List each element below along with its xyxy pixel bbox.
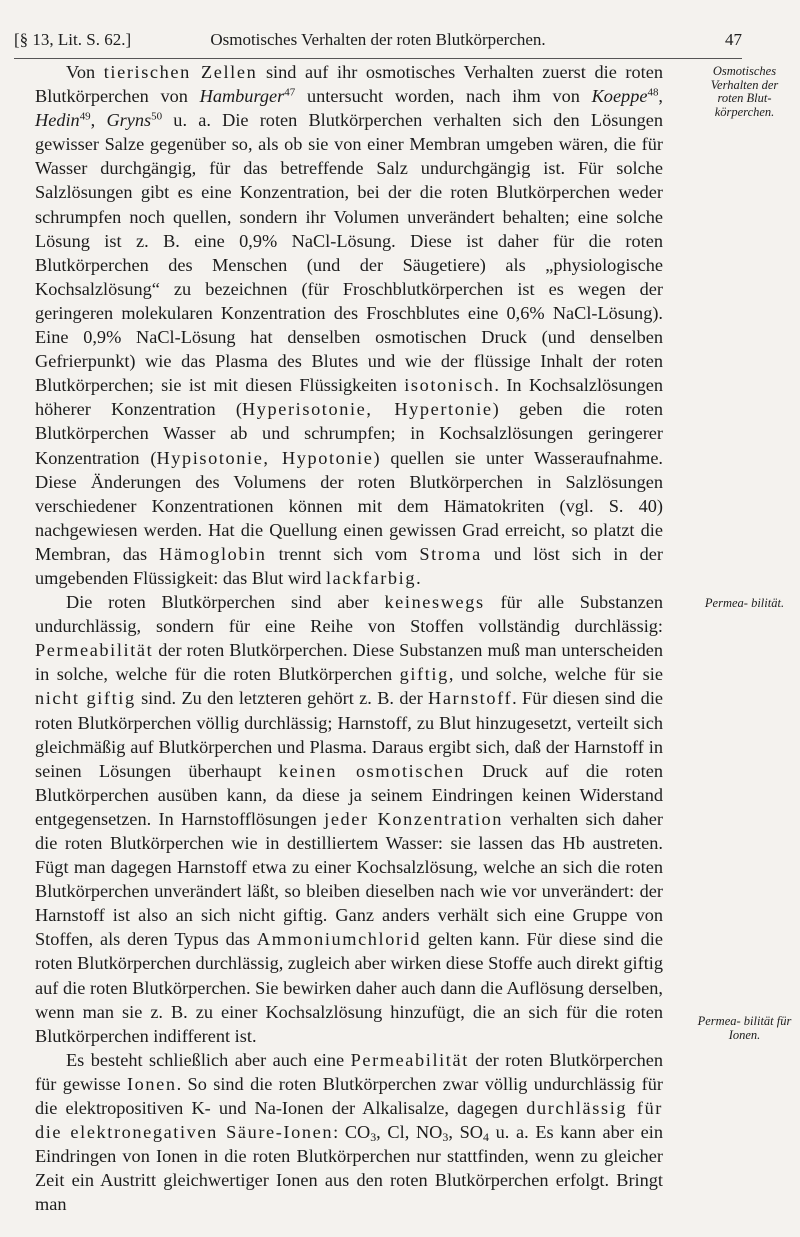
paragraph-1: Von tierischen Zellen sind auf ihr osmotisches Verhalten zuerst die roten Blutkörperchen von Hamburger$^{47}$ untersucht worden, nach ihm von Koeppe$^{48}$, Hedin$^{49}$, Gryns$^{50}$ u. a. Die roten Blutkörperchen verhalten sich den Lösungen gewisser Salze gegenüber so, als ob sie von einer Membran umgeben wären, die für Wasser durchgängig, für das betreffende Salz undurchgängig ist. Für solche Salzlösungen gibt es eine Konzentration, bei der die roten Blutkörperchen weder schrumpfen noch quellen, sondern ihr Volumen unverändert behalten; eine solche Lösung ist z. B. eine 0,9% NaCl-Lösung. Diese ist daher für die roten Blutkörperchen des Menschen (und der Säugetiere) als „physiologische Kochsalzlösung“ zu bezeichnen (für Froschblutkörperchen ist es wegen der geringeren molekularen Konzentration des Froschblutes eine 0,6% NaCl-Lösung). Eine 0,9% NaCl-Lösung hat denselben osmotischen Druck (und denselben Gefrierpunkt) wie das Plasma des Blutes und wie der flüssige Inhalt der roten Blutkörperchen; sie ist mit diesen Flüssigkeiten isotonisch. In Kochsalzlösungen höherer Konzentration (Hyperisotonie, Hypertonie) geben die roten Blutkörperchen Wasser ab und schrumpfen; in Kochsalzlösungen geringerer Konzentration (Hypisotonie, Hypotonie) quellen sie unter Wasseraufnahme. Diese Änderungen des Volumens der roten Blutkörperchen in Salzlösungen verschiedener Konzentrationen können mit dem Hämatokriten (vgl. S. 40) nachgewiesen werden. Hat die Quellung einen gewissen Grad erreicht, so platzt die Membran, das Hämoglobin trennt sich vom Stroma und löst sich in der umgebenden Flüssigkeit: das Blut wird lackfarbig.: [35, 62, 664, 588]
margin-note-permeabilitaet: Permea- bilität.: [704, 596, 785, 610]
section-reference: [§ 13, Lit. S. 62.]: [14, 30, 132, 49]
header-rule: [14, 58, 742, 59]
page-header-title: Osmotisches Verhalten der roten Blutkörperchen.: [210, 30, 546, 49]
paragraph-2: Die roten Blutkörperchen sind aber keineswegs für alle Substanzen undurchlässig, sondern für eine Reihe von Stoffen vollständig durchlässig: Permeabilität der roten Blutkörperchen. Diese Substanzen muß man unterscheiden in solche, welche für die roten Blutkörperchen giftig, und solche, welche für sie nicht giftig sind. Zu den letzteren gehört z. B. der Harnstoff. Für diesen sind die roten Blutkörperchen völlig durchlässig; Harnstoff, zu Blut hinzugesetzt, verteilt sich gleichmäßig auf Blutkörperchen und Plasma. Daraus ergibt sich, daß der Harnstoff in seinen Lösungen überhaupt keinen osmotischen Druck auf die roten Blutkörperchen ausüben kann, da diese ja seinem Eindringen keinen Widerstand entgegensetzen. In Harnstofflösungen jeder Konzentration verhalten sich daher die roten Blutkörperchen wie in destilliertem Wasser: sie lassen das Hb austreten. Fügt man dagegen Harnstoff etwa zu einer Kochsalzlösung, welche an sich die roten Blutkörperchen unverändert läßt, so bleiben dieselben nach wie vor unverändert: der Harnstoff ist also an sich nicht giftig. Ganz anders verhält sich eine Gruppe von Stoffen, als deren Typus das Ammoniumchlorid gelten kann. Für diese sind die roten Blutkörperchen durchlässig, zugleich aber wirken diese Stoffe auch direkt giftig auf die roten Blutkörperchen. Sie bewirken daher auch dann die Auflösung derselben, wenn man sie z. B. zu einer Kochsalzlösung hinzufügt, die an sich für die roten Blutkörperchen indifferent ist.: [35, 592, 664, 1046]
running-header: [14, 28, 742, 52]
margin-note-permeabilitaet-ionen: Permea- bilität für Ionen.: [697, 1014, 792, 1042]
paragraph-3: Es besteht schließlich aber auch eine Permeabilität der roten Blutkörperchen für gewisse Ionen. So sind die roten Blutkörperchen zwar völlig undurchlässig für die elektropositiven K- und Na-Ionen der Alkalisalze, dagegen durchlässig für die elektronegativen Säure-Ionen: $CO_3$, Cl, $NO_3$, $SO_4$ u. a. Es kann aber ein Eindringen von Ionen in die roten Blutkörperchen nur stattfinden, wenn zu gleicher Zeit ein Austritt gleichwertiger Ionen aus den roten Blutkörperchen erfolgt. Bringt man: [35, 1049, 664, 1215]
page-number: 47: [725, 30, 742, 49]
margin-note-osmotisches-verhalten: Osmotisches Verhalten der roten Blut- körperchen.: [710, 64, 779, 119]
body-text: [35, 60, 663, 1217]
